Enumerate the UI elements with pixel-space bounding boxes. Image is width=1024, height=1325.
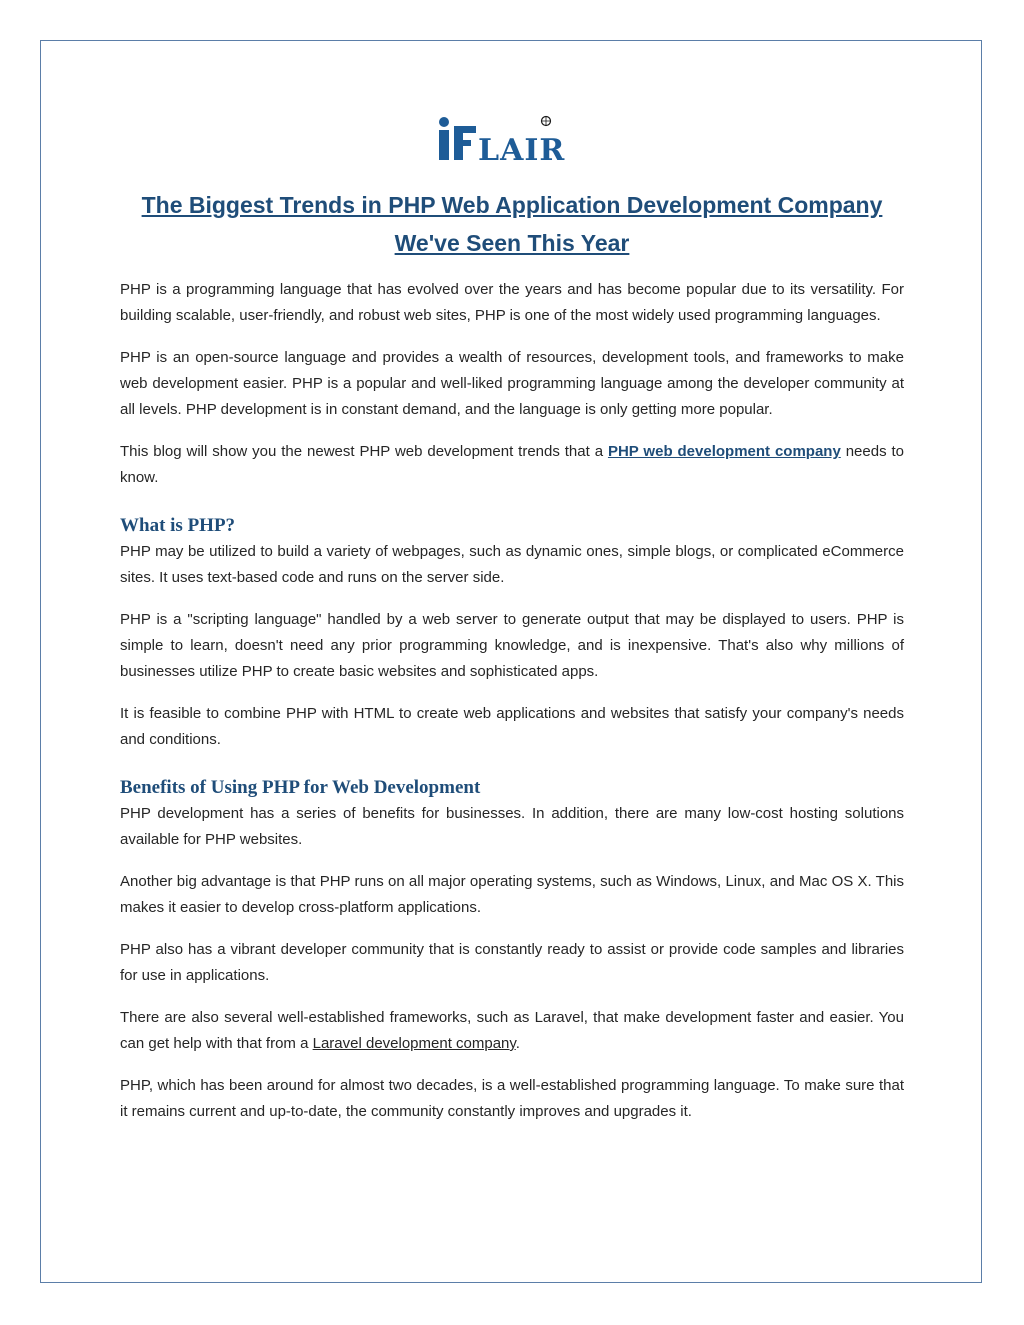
section1-paragraph-3: It is feasible to combine PHP with HTML to create web applications and websites that satisfy your company's needs and conditions. [120,705,904,748]
section1-paragraph-2: PHP is a "scripting language" handled by a web server to generate output that may be displayed to users. PHP is simple to learn, doesn't need any prior programming knowledge, and is inexpensive. That's also why millions of businesses utilize PHP to create basic websites and sophisticated apps. [120,611,904,680]
logo-mark [432,112,592,164]
section2-p4-tail: . [515,1035,520,1052]
intro-paragraph-3 [120,439,904,491]
section2-paragraph-5: PHP, which has been around for almost two decades, is a well-established programming language. To make sure that it remains current and up-to-date, the community constantly improves and upgrades it. [120,1077,904,1120]
intro-p3-tail: needs to know. [120,443,904,486]
svg-text:LAIR: LAIR [478,133,566,164]
section1-paragraph-1: PHP may be utilized to build a variety of webpages, such as dynamic ones, simple blogs, or complicated eCommerce sites. It uses text-based code and runs on the server side. [120,543,904,586]
section2-p4-text: There are also several well-established frameworks, such as Laravel, that make development faster and easier. You can get help with that from a [120,1009,904,1052]
intro-paragraph-1: PHP is a programming language that has evolved over the years and has become popular due to its versatility. For building scalable, user-friendly, and robust web sites, PHP is one of the most widely used programming languages. [120,281,904,324]
document-title: The Biggest Trends in PHP Web Application Development Company We've Seen This Year [141,192,883,256]
iflair-logo [0,112,1024,169]
section-heading-benefits: Benefits of Using PHP for Web Development [120,777,481,798]
section-heading-what-is-php: What is PHP? [120,515,236,536]
php-web-development-company-link[interactable]: PHP web development company [607,443,841,460]
intro-paragraph-2: PHP is an open-source language and provides a wealth of resources, development tools, and frameworks to make web development easier. PHP is a popular and well-liked programming language among the developer community at all levels. PHP development is in constant demand, and the language is only getting more popular. [120,349,904,418]
section2-paragraph-4 [120,1005,904,1057]
laravel-development-company-link[interactable]: Laravel development company [312,1035,516,1052]
document-body [120,277,904,1141]
intro-p3-text: This blog will show you the newest PHP web development trends that a [120,443,608,460]
section2-paragraph-3: PHP also has a vibrant developer community that is constantly ready to assist or provide code samples and libraries for use in applications. [120,941,904,984]
section2-paragraph-1: PHP development has a series of benefits for businesses. In addition, there are many low-cost hosting solutions available for PHP websites. [120,805,904,848]
section2-paragraph-2: Another big advantage is that PHP runs on all major operating systems, such as Windows, Linux, and Mac OS X. This makes it easier to develop cross-platform applications. [120,873,904,916]
